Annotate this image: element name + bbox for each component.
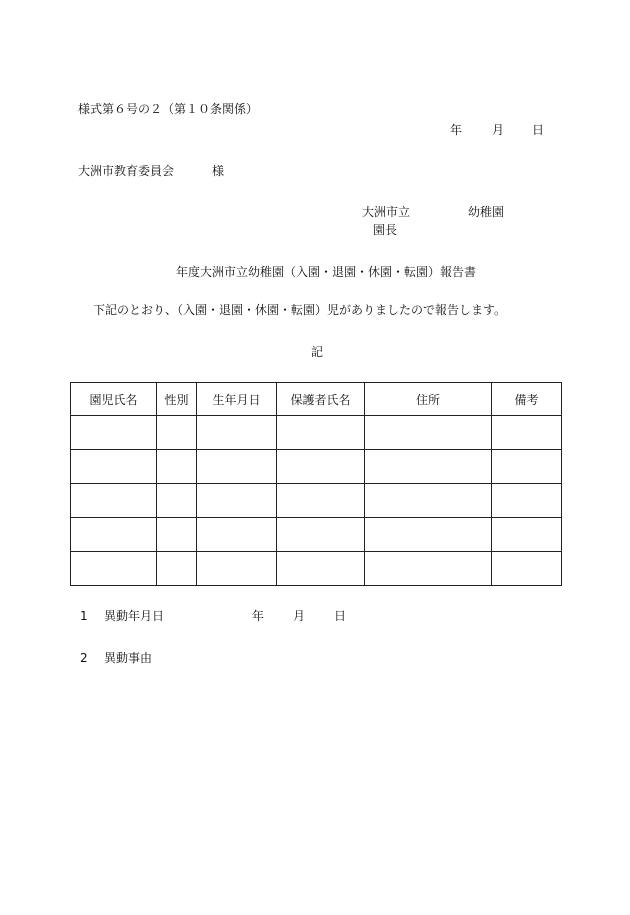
table-cell[interactable] <box>492 484 562 518</box>
item-2-number: 2 <box>80 651 88 665</box>
table-row <box>71 552 562 586</box>
table-cell[interactable] <box>197 416 277 450</box>
table-cell[interactable] <box>71 450 157 484</box>
table-cell[interactable] <box>71 416 157 450</box>
header-guardian-name: 保護者氏名 <box>277 383 365 416</box>
date-year-label: 年 <box>450 123 463 137</box>
report-table <box>70 382 562 586</box>
item-1-month: 月 <box>293 609 306 623</box>
table-cell[interactable] <box>157 552 197 586</box>
table-cell[interactable] <box>277 484 365 518</box>
table-cell[interactable] <box>277 416 365 450</box>
item-1-day: 日 <box>334 609 347 623</box>
table-cell[interactable] <box>71 484 157 518</box>
table-cell[interactable] <box>157 450 197 484</box>
table-cell[interactable] <box>197 450 277 484</box>
header-child-name: 園児氏名 <box>71 383 157 416</box>
table-cell[interactable] <box>277 518 365 552</box>
table-cell[interactable] <box>277 552 365 586</box>
header-gender: 性別 <box>157 383 197 416</box>
form-number: 様式第６号の２（第１０条関係） <box>78 102 259 116</box>
table-cell[interactable] <box>492 416 562 450</box>
sender-city-prefix: 大洲市立 <box>362 205 411 219</box>
table-cell[interactable] <box>365 416 492 450</box>
item-2-label: 異動事由 <box>104 651 153 665</box>
report-title: 年度大洲市立幼稚園（入園・退園・休園・転園）報告書 <box>176 265 477 279</box>
table-row <box>71 450 562 484</box>
table-row <box>71 484 562 518</box>
intro-text: 下記のとおり、（入園・退園・休園・転園）児がありましたので報告します。 <box>93 303 507 317</box>
table-cell[interactable] <box>492 450 562 484</box>
table-cell[interactable] <box>71 518 157 552</box>
table-cell[interactable] <box>365 450 492 484</box>
table-cell[interactable] <box>71 552 157 586</box>
table-header-row <box>71 383 562 416</box>
sender-kindergarten: 幼稚園 <box>468 205 505 219</box>
table-cell[interactable] <box>197 552 277 586</box>
table-cell[interactable] <box>157 484 197 518</box>
header-address: 住所 <box>365 383 492 416</box>
table-cell[interactable] <box>365 552 492 586</box>
table-row <box>71 416 562 450</box>
item-1-number: 1 <box>80 609 88 623</box>
header-remarks: 備考 <box>492 383 562 416</box>
table-cell[interactable] <box>197 518 277 552</box>
addressee-name: 大洲市教育委員会 <box>78 164 175 178</box>
date-month-label: 月 <box>492 123 505 137</box>
table-cell[interactable] <box>197 484 277 518</box>
header-birthdate: 生年月日 <box>197 383 277 416</box>
table-cell[interactable] <box>157 518 197 552</box>
table-row <box>71 518 562 552</box>
item-1-year: 年 <box>252 609 265 623</box>
date-day-label: 日 <box>532 123 545 137</box>
table-cell[interactable] <box>492 518 562 552</box>
ki-heading: 記 <box>311 345 324 359</box>
item-1-label: 異動年月日 <box>104 609 165 623</box>
table-cell[interactable] <box>492 552 562 586</box>
table-cell[interactable] <box>157 416 197 450</box>
table-cell[interactable] <box>277 450 365 484</box>
table-cell[interactable] <box>365 484 492 518</box>
sender-principal: 園長 <box>373 223 398 237</box>
addressee-honorific: 様 <box>212 164 225 178</box>
table-cell[interactable] <box>365 518 492 552</box>
